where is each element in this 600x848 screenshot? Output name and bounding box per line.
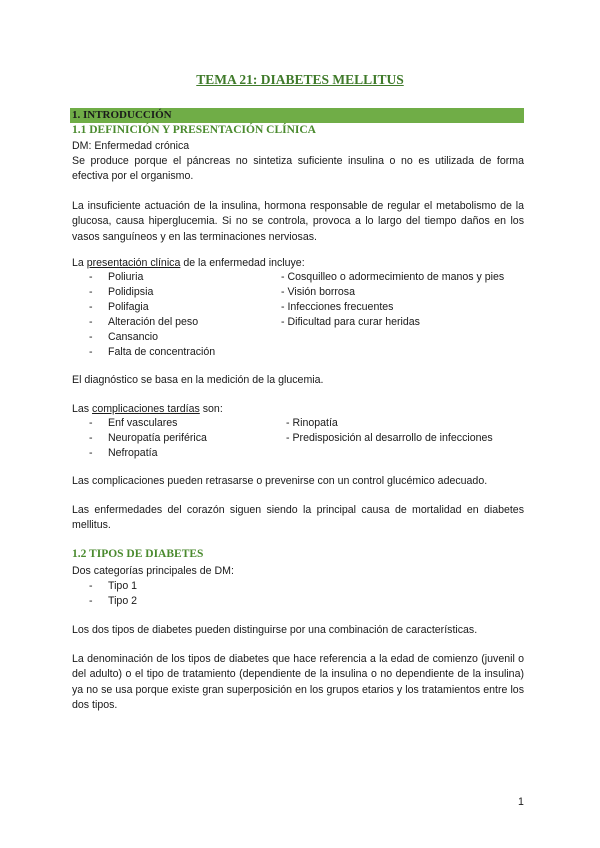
clinical-item: Polifagia xyxy=(108,301,149,313)
paragraph-production: Se produce porque el páncreas no sintetiza suficiente insulina o no es utilizada de forma efectiva por el organismo. xyxy=(72,155,524,183)
list-dash: - xyxy=(89,331,93,343)
list-dash: - xyxy=(89,432,93,444)
paragraph-delay: Las complicaciones pueden retrasarse o prevenirse con un control glucémico adecuado. xyxy=(72,475,488,487)
dm-definition-line: DM: Enfermedad crónica xyxy=(72,140,190,152)
type-item: Tipo 2 xyxy=(108,595,138,607)
complication-item: Neuropatía periférica xyxy=(108,432,207,444)
clinical-item: Falta de concentración xyxy=(108,346,216,358)
clinical-item-right: - Cosquilleo o adormecimiento de manos y pies xyxy=(281,271,505,283)
clinical-intro-pre: La xyxy=(72,257,87,269)
clinical-intro-underlined: presentación clínica xyxy=(86,257,181,269)
clinical-item: Alteración del peso xyxy=(108,316,199,328)
list-dash: - xyxy=(89,447,93,459)
list-dash: - xyxy=(89,301,93,313)
clinical-item: Cansancio xyxy=(108,331,159,343)
list-dash: - xyxy=(89,346,93,358)
clinical-item-right: - Infecciones frecuentes xyxy=(281,301,394,313)
type-item: Tipo 1 xyxy=(108,580,138,592)
clinical-intro-post: de la enfermedad incluye: xyxy=(180,257,305,269)
list-dash: - xyxy=(89,316,93,328)
clinical-item-right: - Visión borrosa xyxy=(281,286,355,298)
paragraph-types-denomination: La denominación de los tipos de diabetes que hace referencia a la edad de comienzo (juvenil o del adulto) o el tipo de tratamiento (dependiente de la insulina o no dependiente de la insulina) ya no se usa porque existe gran superposición en los grupos etarios y los tratamientos entre los dos tipos. xyxy=(72,653,524,712)
subheading-definicion: 1.1 DEFINICIÓN Y PRESENTACIÓN CLÍNICA xyxy=(72,124,316,136)
list-dash: - xyxy=(89,580,93,592)
section-heading-introduccion: 1. INTRODUCCIÓN xyxy=(70,108,524,123)
paragraph-heart: Las enfermedades del corazón siguen siendo la principal causa de mortalidad en diabetes mellitus. xyxy=(72,504,524,532)
complication-item: Enf vasculares xyxy=(108,417,178,429)
clinical-item: Polidipsia xyxy=(108,286,154,298)
complication-item-right: - Rinopatía xyxy=(286,417,338,429)
complications-underlined: complicaciones tardías xyxy=(92,403,200,415)
types-intro: Dos categorías principales de DM: xyxy=(72,565,234,577)
complications-post: son: xyxy=(199,403,223,415)
list-dash: - xyxy=(89,286,93,298)
list-dash: - xyxy=(89,271,93,283)
list-dash: - xyxy=(89,417,93,429)
clinical-item: Poliuria xyxy=(108,271,144,283)
paragraph-insulin: La insuficiente actuación de la insulina, hormona responsable de regular el metabolismo de la glucosa, causa hiperglucemia. Si no se controla, provoca a lo largo del tiempo daños en los vasos sanguíneos y en las terminaciones nerviosas. xyxy=(72,200,524,243)
complications-pre: Las xyxy=(72,403,93,415)
paragraph-diagnosis: El diagnóstico se basa en la medición de la glucemia. xyxy=(72,374,324,386)
document-title: TEMA 21: DIABETES MELLITUS xyxy=(196,72,404,87)
complication-item: Nefropatía xyxy=(108,447,158,459)
paragraph-types-distinguish: Los dos tipos de diabetes pueden distinguirse por una combinación de características. xyxy=(72,624,478,636)
complication-item-right: - Predisposición al desarrollo de infecciones xyxy=(286,432,493,444)
subheading-tipos: 1.2 TIPOS DE DIABETES xyxy=(72,548,204,560)
list-dash: - xyxy=(89,595,93,607)
page-number: 1 xyxy=(518,796,524,808)
clinical-item-right: - Dificultad para curar heridas xyxy=(281,316,420,328)
